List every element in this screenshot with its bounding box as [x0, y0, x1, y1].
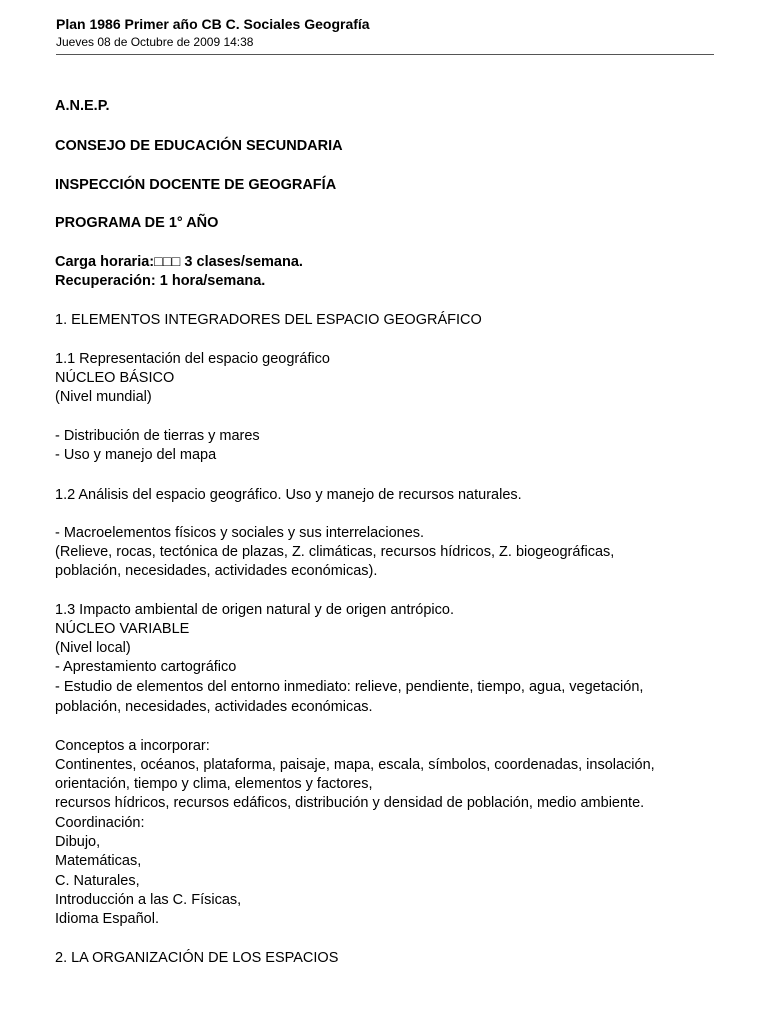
level-local-label: (Nivel local): [55, 640, 131, 656]
section-2-title: 2. LA ORGANIZACIÓN DE LOS ESPACIOS: [55, 950, 339, 966]
list-item: Matemáticas,: [55, 853, 142, 869]
council-heading: CONSEJO DE EDUCACIÓN SECUNDARIA: [55, 138, 343, 154]
page-title: Plan 1986 Primer año CB C. Sociales Geografía: [56, 16, 370, 32]
subsection-1-2-title: 1.2 Análisis del espacio geográfico. Uso y manejo de recursos naturales.: [55, 487, 522, 503]
list-item: Dibujo,: [55, 834, 101, 850]
recovery-text: Recuperación: 1 hora/semana.: [55, 273, 266, 289]
list-item: - Estudio de elementos del entorno inmediato: relieve, pendiente, tiempo, agua, vegetación,: [55, 679, 644, 695]
org-heading: A.N.E.P.: [55, 98, 110, 114]
list-item: Idioma Español.: [55, 911, 159, 927]
list-item: Introducción a las C. Físicas,: [55, 892, 242, 908]
section-1-title: 1. ELEMENTOS INTEGRADORES DEL ESPACIO GEOGRÁFICO: [55, 312, 482, 328]
list-item: C. Naturales,: [55, 873, 140, 889]
paragraph-line: población, necesidades, actividades económicas).: [55, 563, 378, 579]
list-item: - Distribución de tierras y mares: [55, 428, 260, 444]
list-item: - Uso y manejo del mapa: [55, 447, 217, 463]
paragraph-line: recursos hídricos, recursos edáficos, distribución y densidad de población, medio ambiente.: [55, 795, 645, 811]
core-variable-label: NÚCLEO VARIABLE: [55, 621, 190, 637]
paragraph-line: orientación, tiempo y clima, elementos y factores,: [55, 776, 373, 792]
concepts-title: Conceptos a incorporar:: [55, 738, 210, 754]
list-item: - Aprestamiento cartográfico: [55, 659, 237, 675]
publish-date: Jueves 08 de Octubre de 2009 14:38: [56, 35, 254, 49]
inspection-heading: INSPECCIÓN DOCENTE DE GEOGRAFÍA: [55, 177, 337, 193]
paragraph-line: (Relieve, rocas, tectónica de plazas, Z. climáticas, recursos hídricos, Z. biogeográficas,: [55, 544, 615, 560]
paragraph-line: población, necesidades, actividades económicas.: [55, 699, 373, 715]
subsection-1-3-title: 1.3 Impacto ambiental de origen natural y de origen antrópico.: [55, 602, 454, 618]
paragraph-line: Continentes, océanos, plataforma, paisaje, mapa, escala, símbolos, coordenadas, insolación,: [55, 757, 655, 773]
list-item: - Macroelementos físicos y sociales y sus interrelaciones.: [55, 525, 425, 541]
level-world-label: (Nivel mundial): [55, 389, 152, 405]
workload-text: Carga horaria:□□□ 3 clases/semana.: [55, 254, 303, 270]
coordination-title: Coordinación:: [55, 815, 145, 831]
core-basic-label: NÚCLEO BÁSICO: [55, 370, 175, 386]
program-heading: PROGRAMA DE 1° AÑO: [55, 215, 219, 231]
subsection-1-1-title: 1.1 Representación del espacio geográfico: [55, 351, 330, 367]
